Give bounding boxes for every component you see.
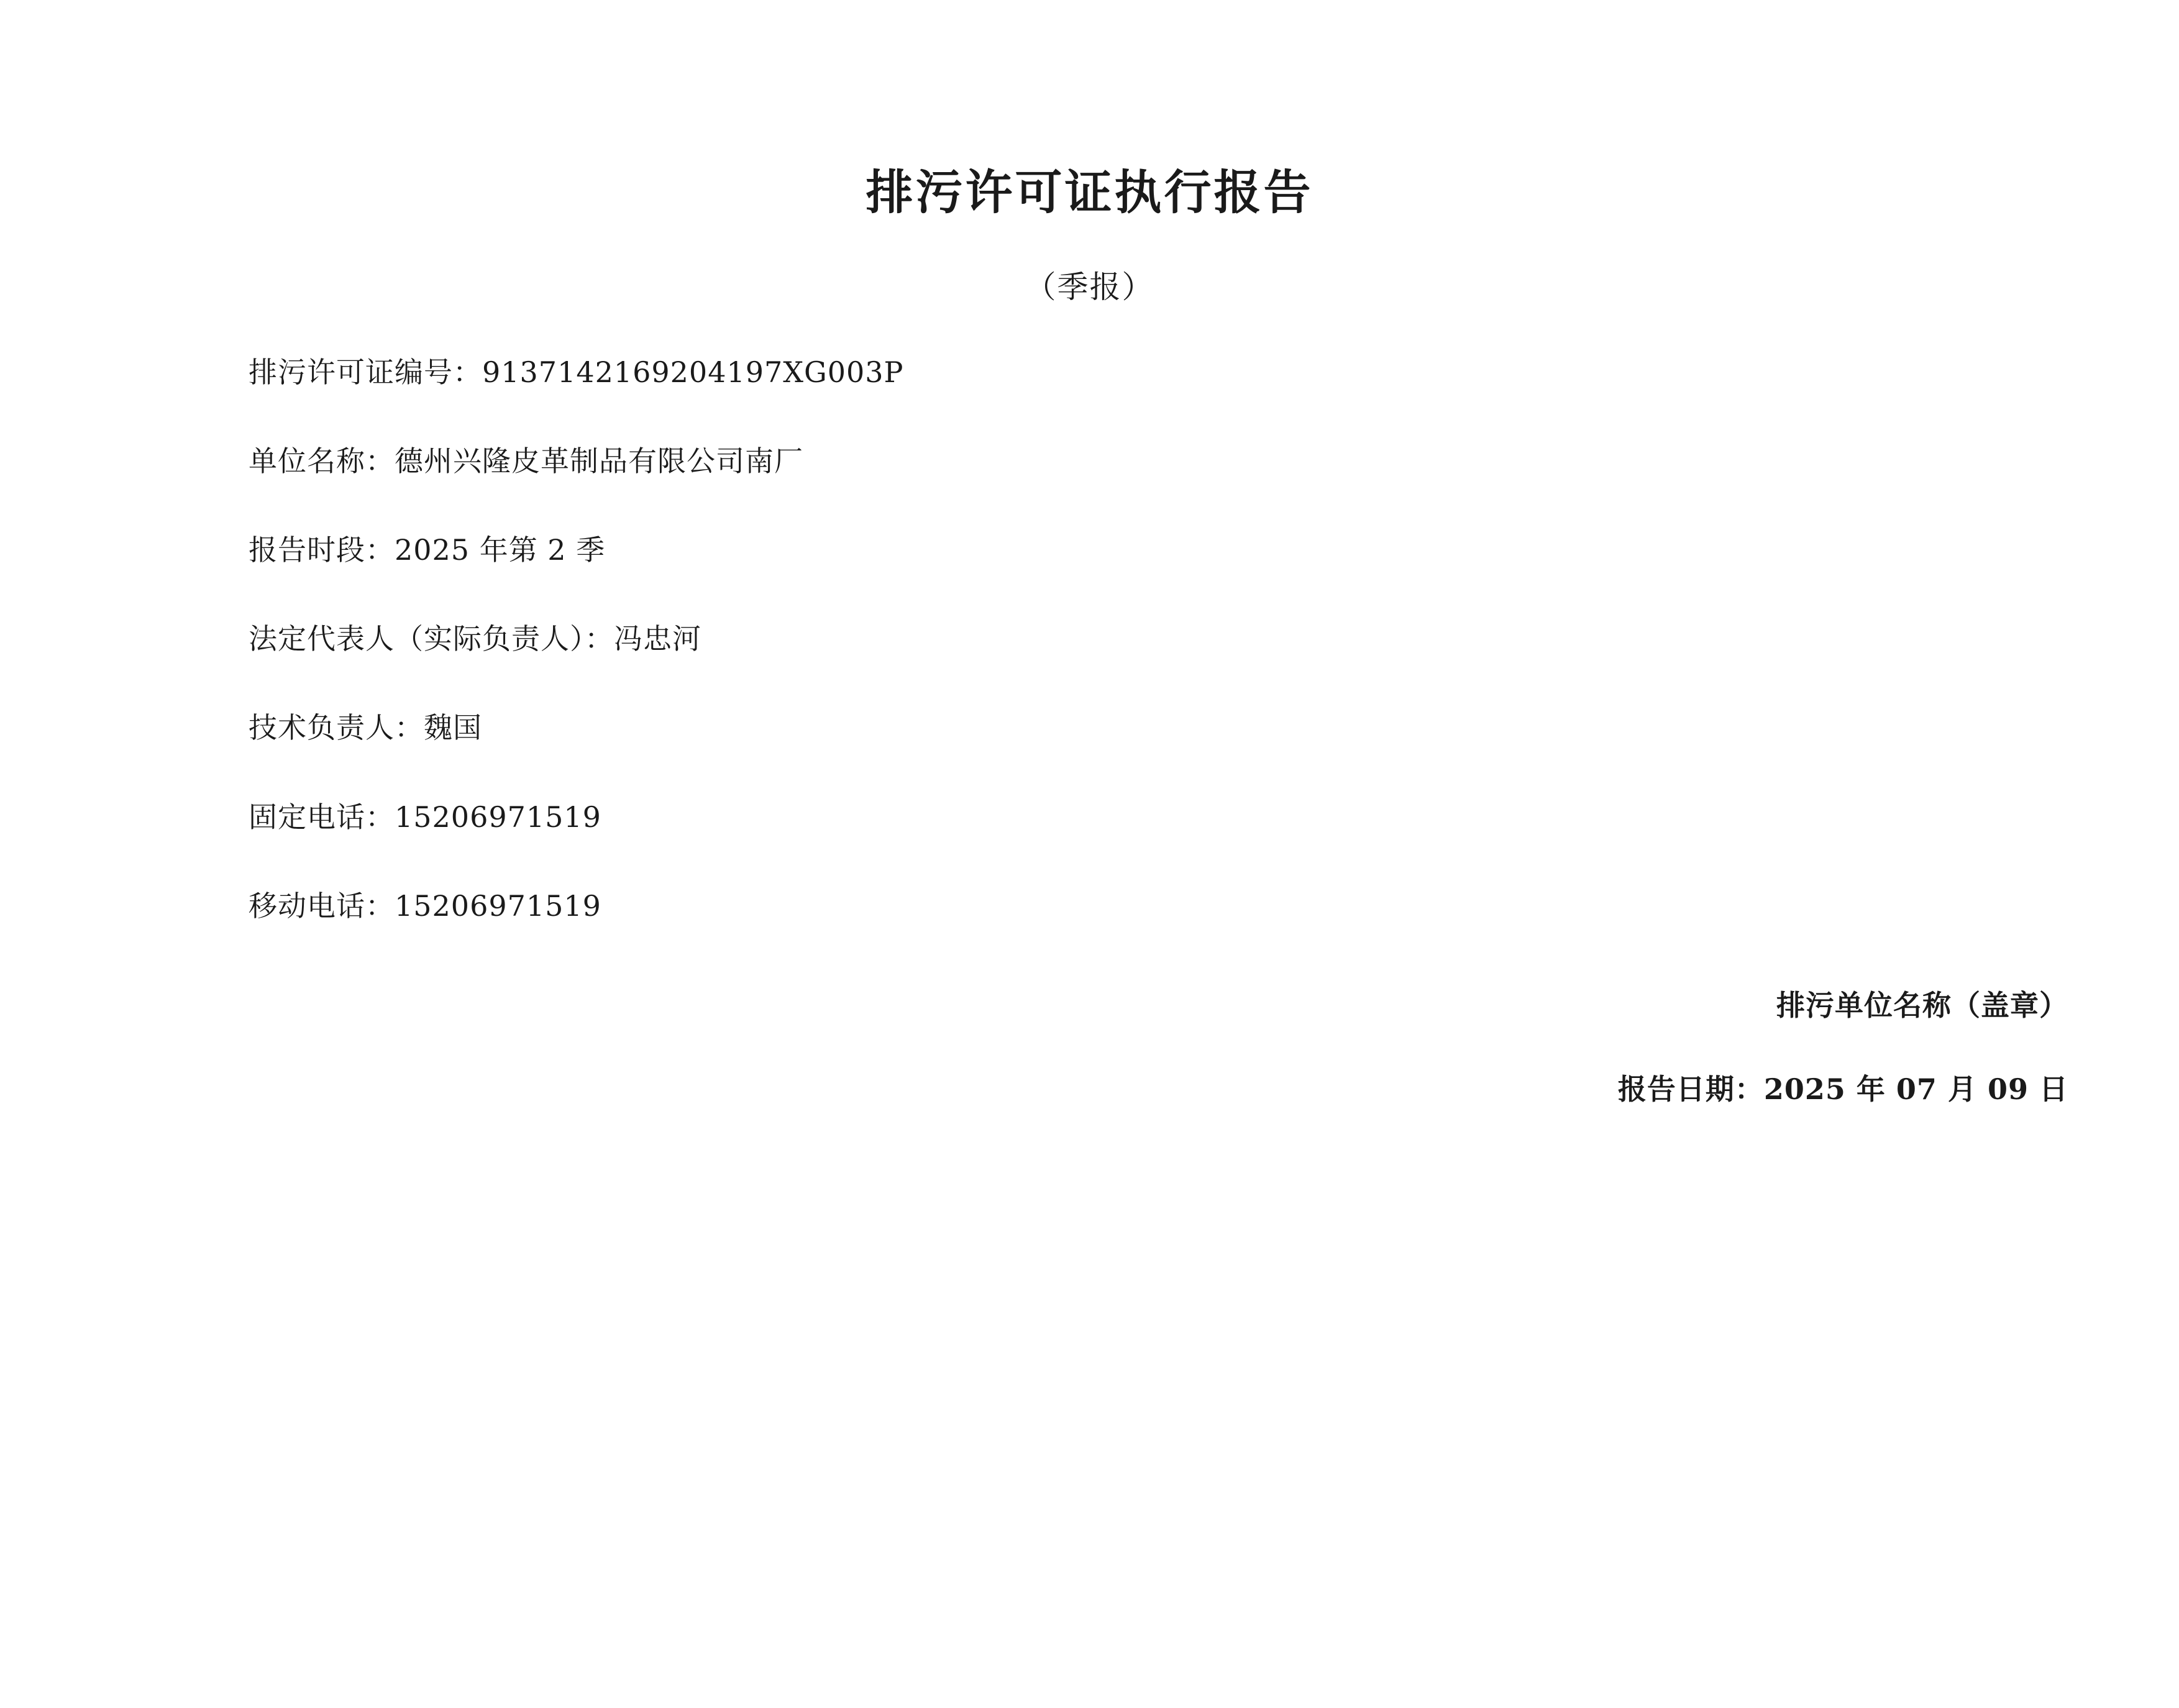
unit-seal-label: 排污单位名称（盖章） xyxy=(1776,988,2068,1022)
field-value: 15206971519 xyxy=(395,888,601,923)
report-date-label: 报告日期：2025 年 07 月 09 日 xyxy=(1617,1072,2068,1107)
field-value: 冯忠河 xyxy=(614,622,701,656)
field-label: 单位名称： xyxy=(249,444,395,478)
field-label: 固定电话： xyxy=(249,800,395,834)
page-subtitle: （季报） xyxy=(1025,268,1154,305)
field-unit-name xyxy=(249,444,2179,478)
field-value: 魏国 xyxy=(424,711,482,745)
document-page xyxy=(0,167,2179,1708)
field-legal-representative xyxy=(249,622,2179,656)
field-landline-phone xyxy=(249,800,2179,834)
field-label: 移动电话： xyxy=(249,888,395,923)
field-label: 法定代表人（实际负责人）： xyxy=(249,622,614,656)
field-label: 技术负责人： xyxy=(249,711,424,745)
signature-block xyxy=(0,989,2179,1107)
field-list xyxy=(0,355,2179,923)
field-value: 9137142169204197XG003P xyxy=(482,355,904,389)
field-value: 2025 年第 2 季 xyxy=(395,532,606,567)
field-label: 报告时段： xyxy=(249,532,395,567)
page-title: 排污许可证执行报告 xyxy=(866,165,1313,220)
field-report-period xyxy=(249,533,2179,567)
field-value: 15206971519 xyxy=(395,800,601,834)
field-label: 排污许可证编号： xyxy=(249,355,482,389)
field-value: 德州兴隆皮革制品有限公司南厂 xyxy=(395,444,803,478)
field-technical-lead xyxy=(249,711,2179,745)
field-permit-number xyxy=(249,355,2179,390)
field-mobile-phone xyxy=(249,889,2179,923)
